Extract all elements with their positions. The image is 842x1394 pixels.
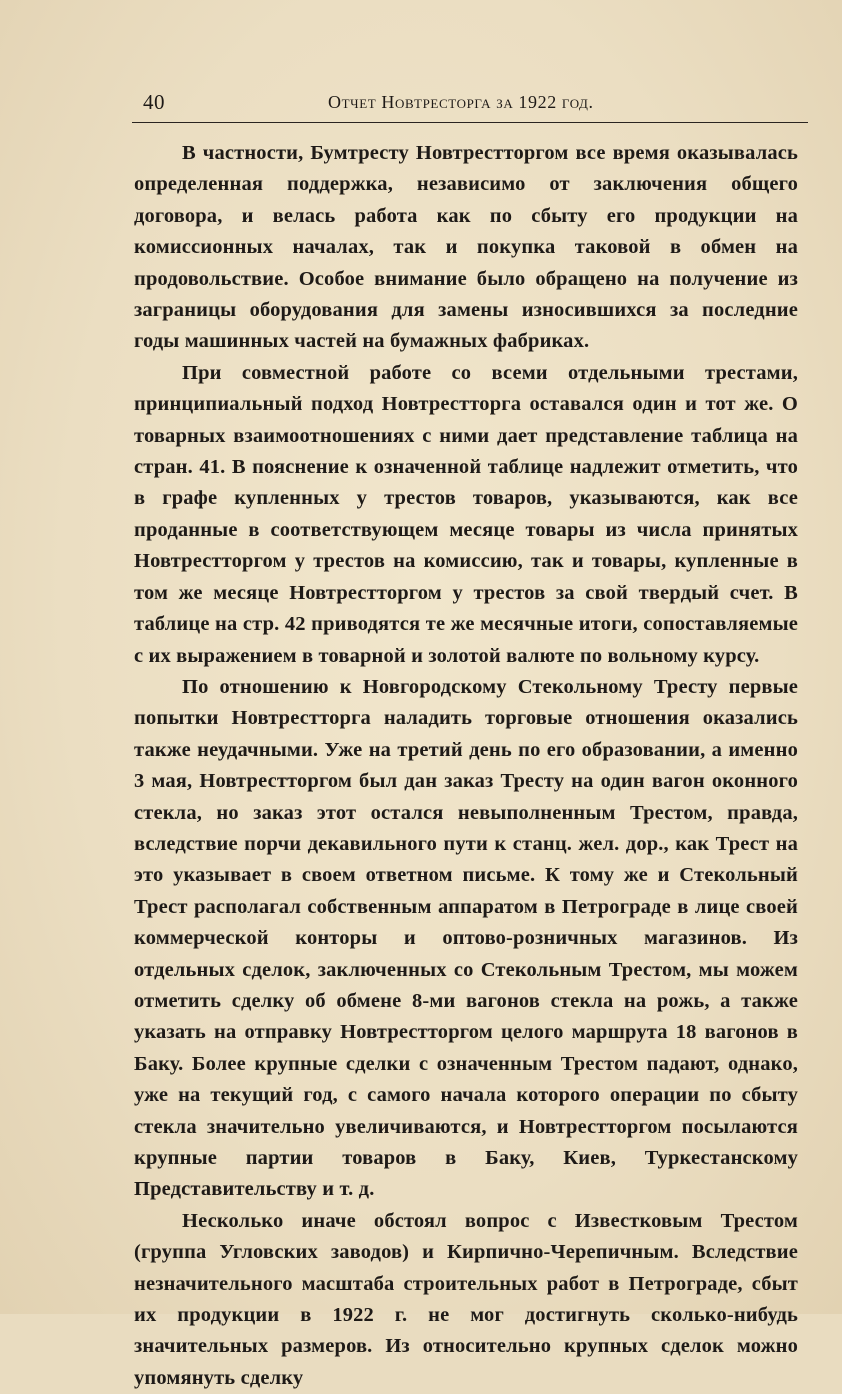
paragraph: При совместной работе со всеми отдельными трестами, принципиальный подход Новтрестторга оставался один и тот же. О товарных взаимоотношениях с ними дает представление таблица на стран. 41. В пояснение к означенной таблице надлежит отметить, что в графе купленных у трестов товаров, указываются, как все проданные в соответствующем месяце товары из числа принятых Новтрестторгом у трестов на комиссию, так и товары, купленные в том же месяце Новтрестторгом у трестов за свой твердый счет. В таблице на стр. 42 приводятся те же месячные итоги, сопоставляемые с их выражением в товарной и золотой валюте по вольному курсу. [134,361,798,667]
running-title: Отчет Новтресторга за 1922 год. [328,92,594,112]
page-number: 40 [143,90,165,114]
paragraph: Несколько иначе обстоял вопрос с Известковым Трестом (группа Угловских заводов) и Кирпично-Черепичным. Вследствие незначительного масштаба строительных работ в Петрограде, сбыт их продукции в 1922 г. не мог достигнуть сколько-нибудь значительных размеров. Из относительно крупных сделок можно упомянуть сделку [134,1209,798,1389]
body-text [134,138,798,1394]
paragraph: По отношению к Новгородскому Стекольному Тресту первые попытки Новтрестторга наладить торговые отношения оказались также неудачными. Уже на третий день по его образовании, а именно 3 мая, Новтрестторгом был дан заказ Тресту на один вагон оконного стекла, но заказ этот остался невыполненным Трестом, правда, вследствие порчи декавильного пути к станц. жел. дор., как Трест на это указывает в своем ответном письме. К тому же и Стекольный Трест располагал собственным аппаратом в Петрограде в лице своей коммерческой конторы и оптово-розничных магазинов. Из отдельных сделок, заключенных со Стекольным Трестом, мы можем отметить сделку об обмене 8-ми вагонов стекла на рожь, а также указать на отправку Новтрестторгом целого маршрута 18 вагонов в Баку. Более крупные сделки с означенным Трестом падают, однако, уже на текущий год, с самого начала которого операции по сбыту стекла значительно увеличиваются, и Новтрестторгом посылаются крупные партии товаров в Баку, Киев, Туркестанскому Представительству и т. д. [134,675,798,1201]
page-header [132,86,808,122]
header-rule [132,122,808,123]
paragraph: В частности, Бумтресту Новтрестторгом все время оказывалась определенная поддержка, независимо от заключения общего договора, и велась работа как по сбыту его продукции на комиссионных началах, так и покупка таковой в обмен на продовольствие. Особое внимание было обращено на получение из заграницы оборудования для замены износившихся за последние годы машинных частей на бумажных фабриках. [134,142,798,353]
